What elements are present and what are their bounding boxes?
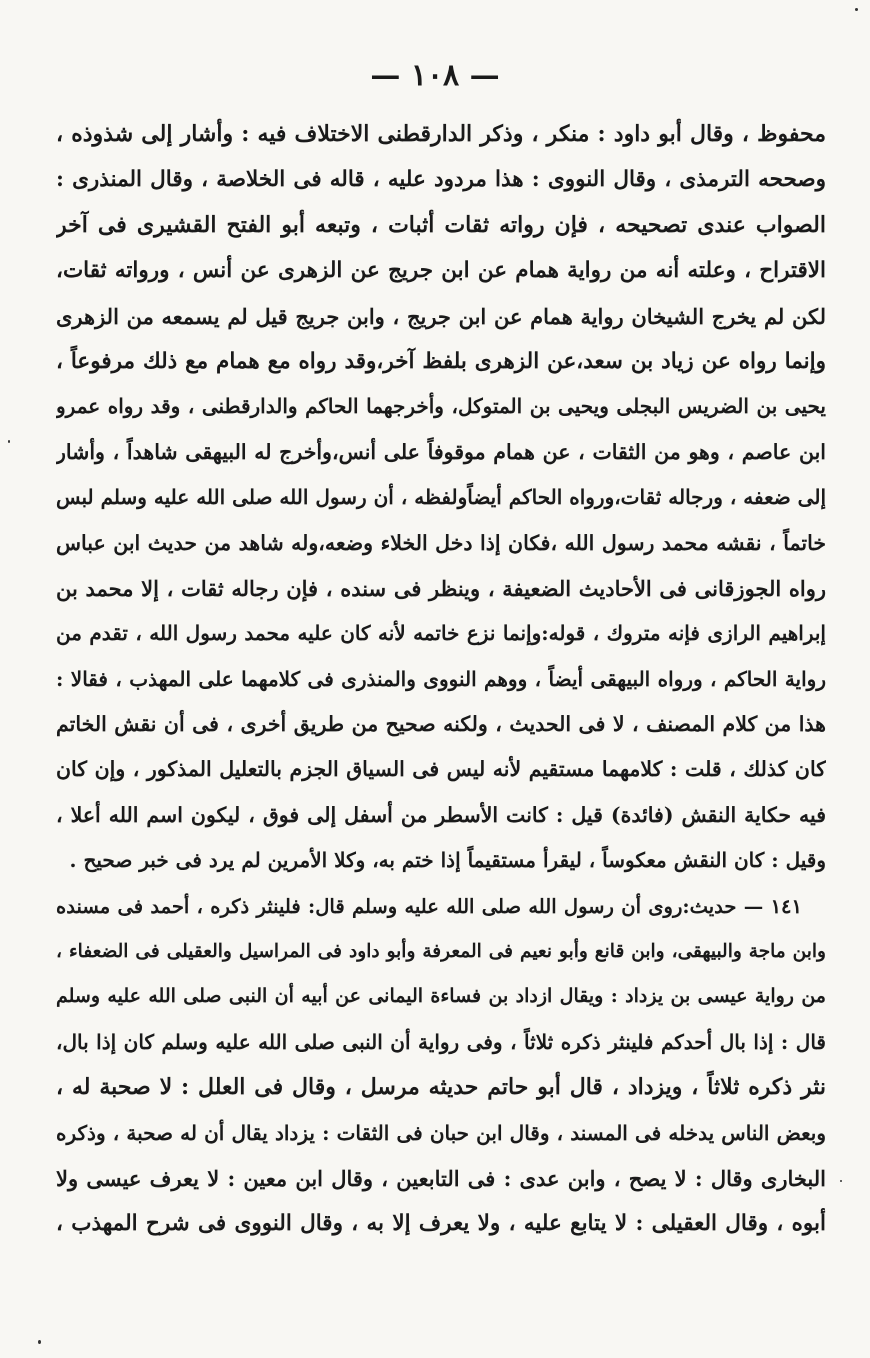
- text-line: لكن لم يخرج الشيخان رواية همام عن ابن جريج ، وابن جريج قيل لم يسمعه من الزهرى: [56, 303, 826, 329]
- text-line: إلى ضعفه ، ورجاله ثقات،ورواه الحاكم أيضاًولفظه ، أن رسول الله صلى الله عليه وسلم لبس: [56, 485, 826, 510]
- text-line: وقيل : كان النقش معكوساً ، ليقرأ مستقيماً إذا ختم به، وكلا الأمرين لم يرد فى خبر صحيح .: [69, 848, 826, 873]
- text-line: ابن عاصم ، وهو من الثقات ، عن همام موقوفاً على أنس،وأخرج له البيهقى شاهداً ، وأشار: [56, 439, 826, 464]
- text-line: وبعض الناس يدخله فى المسند ، وقال ابن حبان فى الثقات : يزداد يقال أن له صحبة ، وذكره: [56, 1120, 826, 1145]
- page-number: — ١٠٨ —: [370, 58, 500, 93]
- text-line: البخارى وقال : لا يصح ، وابن عدى : فى التابعين ، وقال ابن معين : لا يعرف عيسى ولا: [56, 1165, 826, 1191]
- text-line: وابن ماجة والبيهقى، وابن قانع وأبو نعيم فى المعرفة وأبو داود فى المراسيل والعقيلى فى الضعفاء ،: [56, 941, 826, 963]
- text-line: إبراهيم الرازى فإنه متروك ، قوله:وإنما نزع خاتمه لأنه كان عليه محمد رسول الله ، تقدم من: [56, 621, 826, 646]
- text-line: قال : إذا بال أحدكم فلينثر ذكره ثلاثاً ، وفى رواية أن النبى صلى الله عليه وسلم كان إذا بال،: [56, 1029, 826, 1054]
- scan-speck: [840, 1180, 842, 1182]
- text-line: كان كذلك ، قلت : كلامهما مستقيم لأنه ليس فى السياق الجزم بالتعليل المذكور ، وإن كان: [56, 757, 826, 782]
- hadith-141-start-line: ١٤١ — حديث:روى أن رسول الله صلى الله عليه وسلم قال: فلينثر ذكره ، أحمد فى مسنده: [56, 894, 802, 918]
- text-line: الصواب عندى تصحيحه ، فإن رواته ثقات أثبات ، وتبعه أبو الفتح القشيرى فى آخر: [56, 211, 826, 238]
- text-line: رواية الحاكم ، ورواه البيهقى أيضاً ، ووهم النووى والمنذرى فى كلامهما على المهذب ، فقالا :: [56, 666, 826, 691]
- text-line: خاتماً ، نقشه محمد رسول الله ،فكان إذا دخل الخلاء وضعه،وله شاهد من حديث ابن عباس: [56, 530, 826, 555]
- text-line: أبوه ، وقال العقيلى : لا يتابع عليه ، ولا يعرف إلا به ، وقال النووى فى شرح المهذب ،: [56, 1211, 826, 1237]
- scan-speck: [8, 440, 10, 443]
- text-line: من رواية عيسى بن يزداد : ويقال ازداد بن فساءة اليمانى عن أبيه أن النبى صلى الله عليه وسلم: [56, 985, 826, 1008]
- page-body-text: [56, 112, 826, 1247]
- text-line: هذا من كلام المصنف ، لا فى الحديث ، ولكنه صحيح من طريق أخرى ، فى أن نقش الخاتم: [56, 712, 826, 737]
- scan-speck: [38, 1340, 41, 1344]
- text-line: وإنما رواه عن زياد بن سعد،عن الزهرى بلفظ آخر،وقد رواه مع همام مع ذلك مرفوعاً ،: [56, 348, 826, 374]
- scan-speck: [855, 8, 858, 11]
- text-line: فيه حكاية النقش (فائدة) قيل : كانت الأسطر من أسفل إلى فوق ، ليكون اسم الله أعلا ،: [56, 802, 826, 827]
- text-line: وصححه الترمذى ، وقال النووى : هذا مردود عليه ، قاله فى الخلاصة ، وقال المنذرى :: [56, 167, 826, 193]
- text-line: نثر ذكره ثلاثاً ، ويزداد ، قال أبو حاتم حديثه مرسل ، وقال فى العلل : لا صحبة له ،: [56, 1074, 826, 1101]
- text-line: يحيى بن الضريس البجلى ويحيى بن المتوكل، وأخرجهما الحاكم والدارقطنى ، وقد رواه عمرو: [56, 394, 826, 419]
- text-line: محفوظ ، وقال أبو داود : منكر ، وذكر الدارقطنى الاختلاف فيه : وأشار إلى شذوذه ،: [56, 121, 826, 147]
- text-line: رواه الجوزقانى فى الأحاديث الضعيفة ، وينظر فى سنده ، فإن رجاله ثقات ، إلا محمد بن: [56, 575, 826, 601]
- text-line: الاقتراح ، وعلته أنه من رواية همام عن ابن جريج عن الزهرى عن أنس ، ورواته ثقات،: [56, 258, 826, 284]
